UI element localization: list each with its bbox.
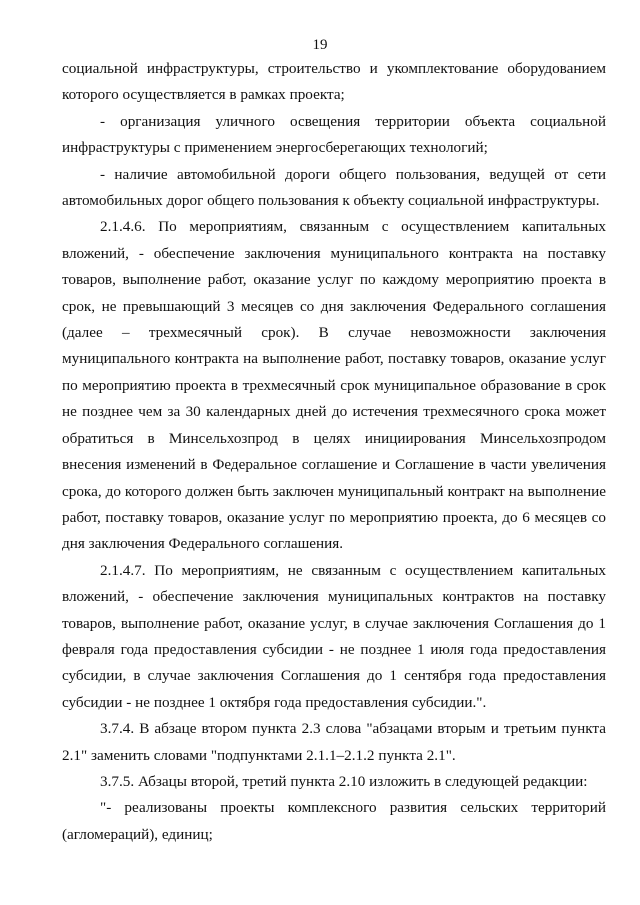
paragraph-2-1-4-6: 2.1.4.6. По мероприятиям, связанным с осуществлением капитальных вложений, - обеспечение заключения муниципального контракта на поставку товаров, выполнение работ, оказание услуг по каждому мероприятию проекта в срок, не превышающий 3 месяцев со дня заключения Федерального соглашения (далее – трехмесячный срок). В случае невозможности заключения муниципального контракта на выполнение работ, поставку товаров, оказание услуг по мероприятию проекта в трехмесячный срок муниципальное образование в срок не позднее чем за 30 календарных дней до истечения трехмесячного срока может обратиться в Минсельхозпрод в целях инициирования Минсельхозпродом внесения изменений в Федеральное соглашение и Соглашение в части увеличения срока, до которого должен быть заключен муниципальный контракт на выполнение работ, поставку товаров, оказание услуг по мероприятию проекта, до 6 месяцев со дня заключения Федерального соглашения. (62, 218, 606, 553)
paragraph-2-1-4-7: 2.1.4.7. По мероприятиям, не связанным с осуществлением капитальных вложений, - обеспечение заключения муниципальных контрактов на поставку товаров, выполнение работ, оказание услуг, в случае заключения Соглашения до 1 февраля года предоставления субсидии - не позднее 1 июля года предоставления субсидии, в случае заключения Соглашения до 1 сентября года предоставления субсидии - не позднее 1 октября года предоставления субсидии.". (62, 561, 606, 711)
paragraph-road-access: - наличие автомобильной дороги общего пользования, ведущей от сети автомобильных дорог общего пользования к объекту социальной инфраструктуры. (62, 165, 606, 210)
document-body (62, 56, 606, 848)
paragraph-continuation: социальной инфраструктуры, строительство и укомплектование оборудованием которого осуществляется в рамках проекта; (62, 60, 606, 104)
paragraph-3-7-5: 3.7.5. Абзацы второй, третий пункта 2.10 изложить в следующей редакции: (100, 772, 588, 790)
paragraph-street-lighting: - организация уличного освещения территории объекта социальной инфраструктуры с применением энергосберегающих технологий; (62, 112, 606, 157)
paragraph-3-7-4: 3.7.4. В абзаце втором пункта 2.3 слова "абзацами вторым и третьим пункта 2.1" заменить словами "подпунктами 2.1.1–2.1.2 пункта 2.1". (62, 720, 606, 764)
page-number: 19 (312, 37, 328, 53)
paragraph-projects-implemented: "- реализованы проекты комплексного развития сельских территорий (агломераций), единиц; (62, 799, 606, 843)
